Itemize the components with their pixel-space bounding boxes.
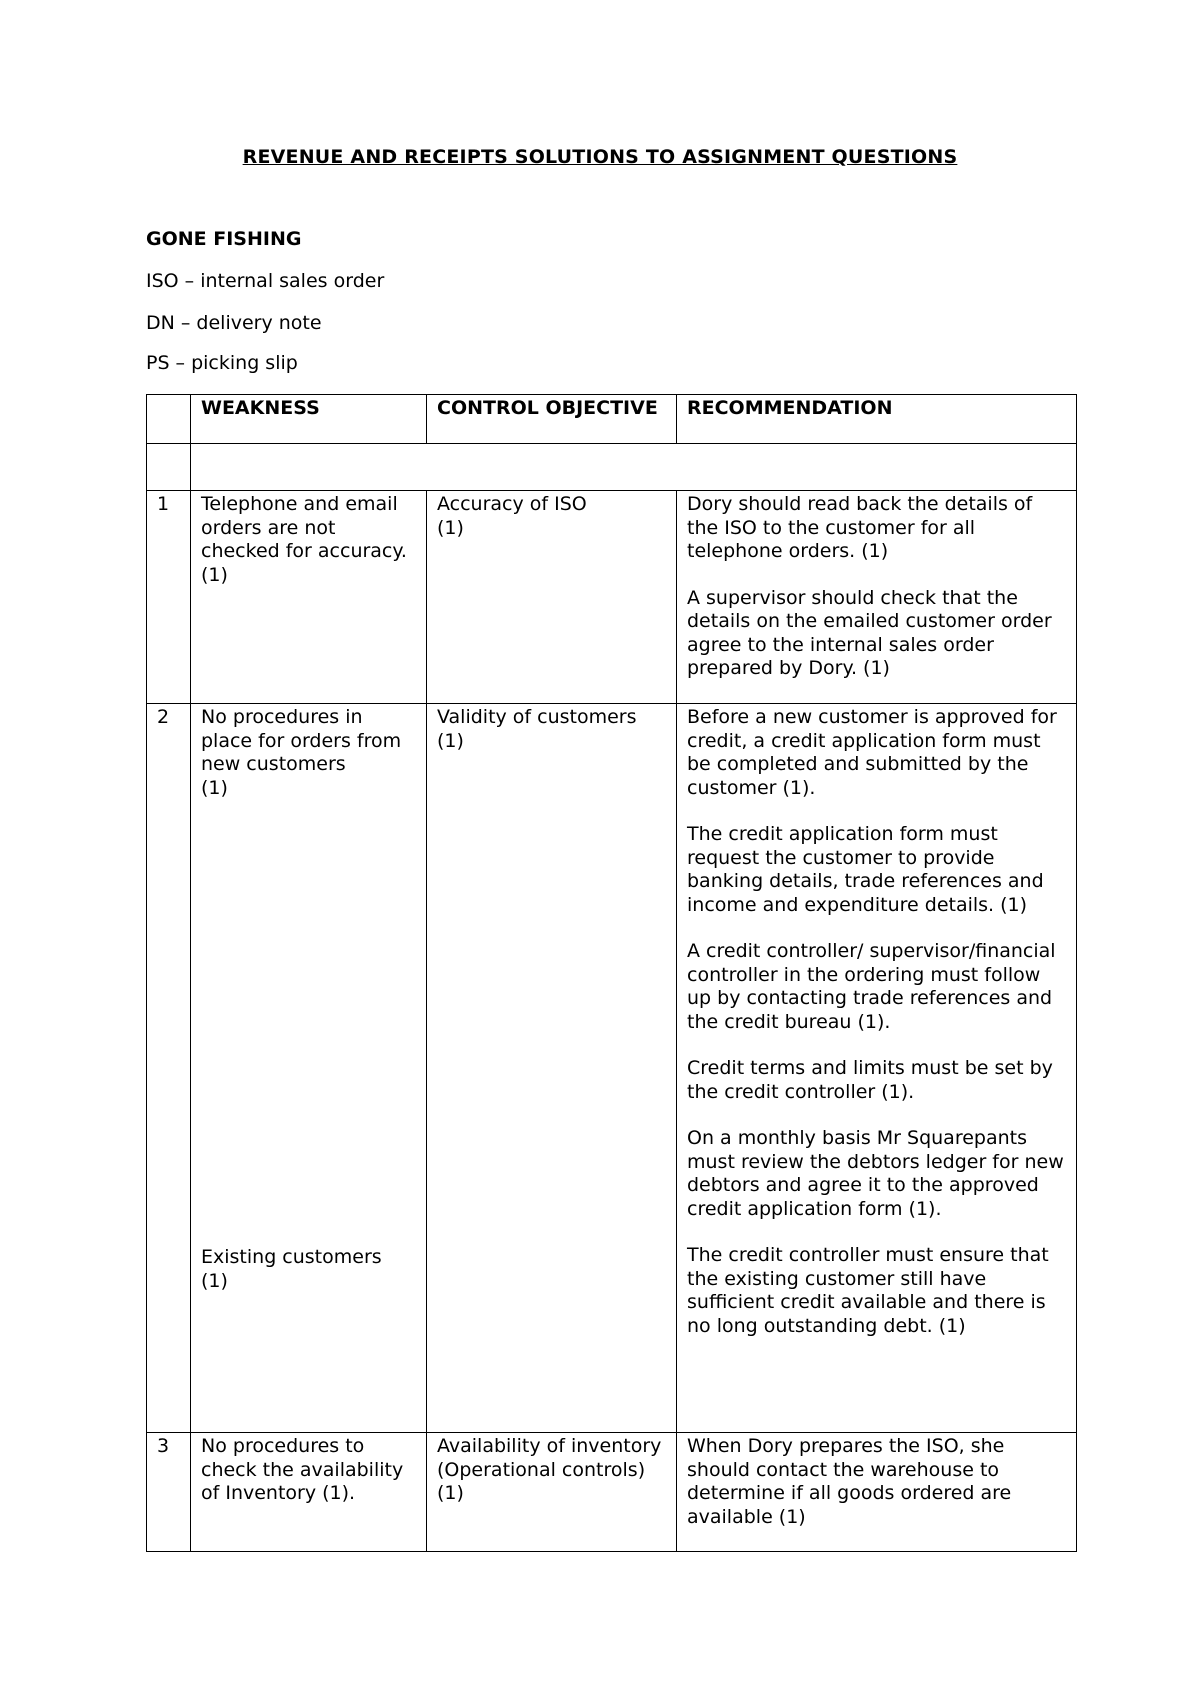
control-objective-text: Validity of customers [437, 706, 637, 728]
abbreviation-dn: DN – delivery note [146, 312, 322, 334]
recommendation-item: On a monthly basis Mr Squarepants must review the debtors ledger for new debtors and agree it to the approved credit application form (1). [687, 1127, 1064, 1220]
control-objective-note: (Operational controls) [437, 1458, 646, 1481]
control-objective-cell [427, 1433, 677, 1552]
recommendation-item: The credit controller must ensure that the existing customer still have sufficient credit available and there is no long outstanding debt. (1) [687, 1244, 1049, 1337]
weakness-mark: (1) [201, 563, 228, 586]
blank-cell [191, 444, 1077, 491]
row-number: 1 [147, 491, 191, 704]
recommendation-item: The credit application form must request the customer to provide banking details, trade references and income and expenditure details. (1) [687, 823, 1044, 916]
control-objective-mark: (1) [437, 729, 464, 752]
weakness-mark: (1) [201, 1269, 228, 1292]
weakness-cell [191, 1433, 427, 1552]
recommendation-item: When Dory prepares the ISO, she should contact the warehouse to determine if all goods ordered are available (1) [687, 1435, 1012, 1528]
weakness-cell [191, 491, 427, 704]
recommendation-item: A supervisor should check that the details on the emailed customer order agree to the internal sales order prepared by Dory. (1) [687, 586, 1052, 679]
control-objective-text: Availability of inventory [437, 1435, 662, 1457]
recommendation-item: Before a new customer is approved for credit, a credit application form must be completed and submitted by the customer (1). [687, 706, 1057, 799]
row-number: 2 [147, 704, 191, 1433]
weakness-text: No procedures to check the availability of Inventory (1). [201, 1435, 404, 1504]
recommendation-item: Dory should read back the details of the ISO to the customer for all telephone orders. (1) [687, 493, 1033, 562]
header-weakness: WEAKNESS [191, 395, 427, 444]
header-control-objective: CONTROL OBJECTIVE [427, 395, 677, 444]
table-row [147, 491, 1077, 704]
table-header-row [147, 395, 1077, 444]
header-number [147, 395, 191, 444]
recommendation-item: Credit terms and limits must be set by the credit controller (1). [687, 1057, 1053, 1103]
recommendation-item: A credit controller/ supervisor/financial controller in the ordering must follow up by contacting trade references and the credit bureau (1). [687, 940, 1056, 1033]
weakness-text: Telephone and email orders are not checked for accuracy. [201, 493, 407, 562]
controls-table [146, 394, 1077, 1552]
table-blank-row [147, 444, 1077, 491]
table-row [147, 704, 1077, 1433]
row-number: 3 [147, 1433, 191, 1552]
header-recommendation: RECOMMENDATION [677, 395, 1077, 444]
weakness-text: No procedures in place for orders from new customers [201, 706, 402, 775]
abbreviation-iso: ISO – internal sales order [146, 270, 385, 292]
table-row [147, 1433, 1077, 1552]
recommendation-cell [677, 704, 1077, 1433]
document-title: REVENUE AND RECEIPTS SOLUTIONS TO ASSIGNMENT QUESTIONS [242, 146, 958, 168]
control-objective-mark: (1) [437, 516, 464, 539]
recommendation-cell [677, 1433, 1077, 1552]
abbreviation-ps: PS – picking slip [146, 352, 298, 374]
weakness-text-existing-customers: Existing customers [201, 1246, 382, 1268]
blank-cell [147, 444, 191, 491]
weakness-cell [191, 704, 427, 1433]
weakness-mark: (1) [201, 776, 228, 799]
recommendation-cell [677, 491, 1077, 704]
control-objective-cell [427, 704, 677, 1433]
cell-spacer [201, 800, 416, 1246]
section-heading: GONE FISHING [146, 228, 302, 250]
control-objective-cell [427, 491, 677, 704]
control-objective-text: Accuracy of ISO [437, 493, 587, 515]
control-objective-mark: (1) [437, 1482, 464, 1504]
